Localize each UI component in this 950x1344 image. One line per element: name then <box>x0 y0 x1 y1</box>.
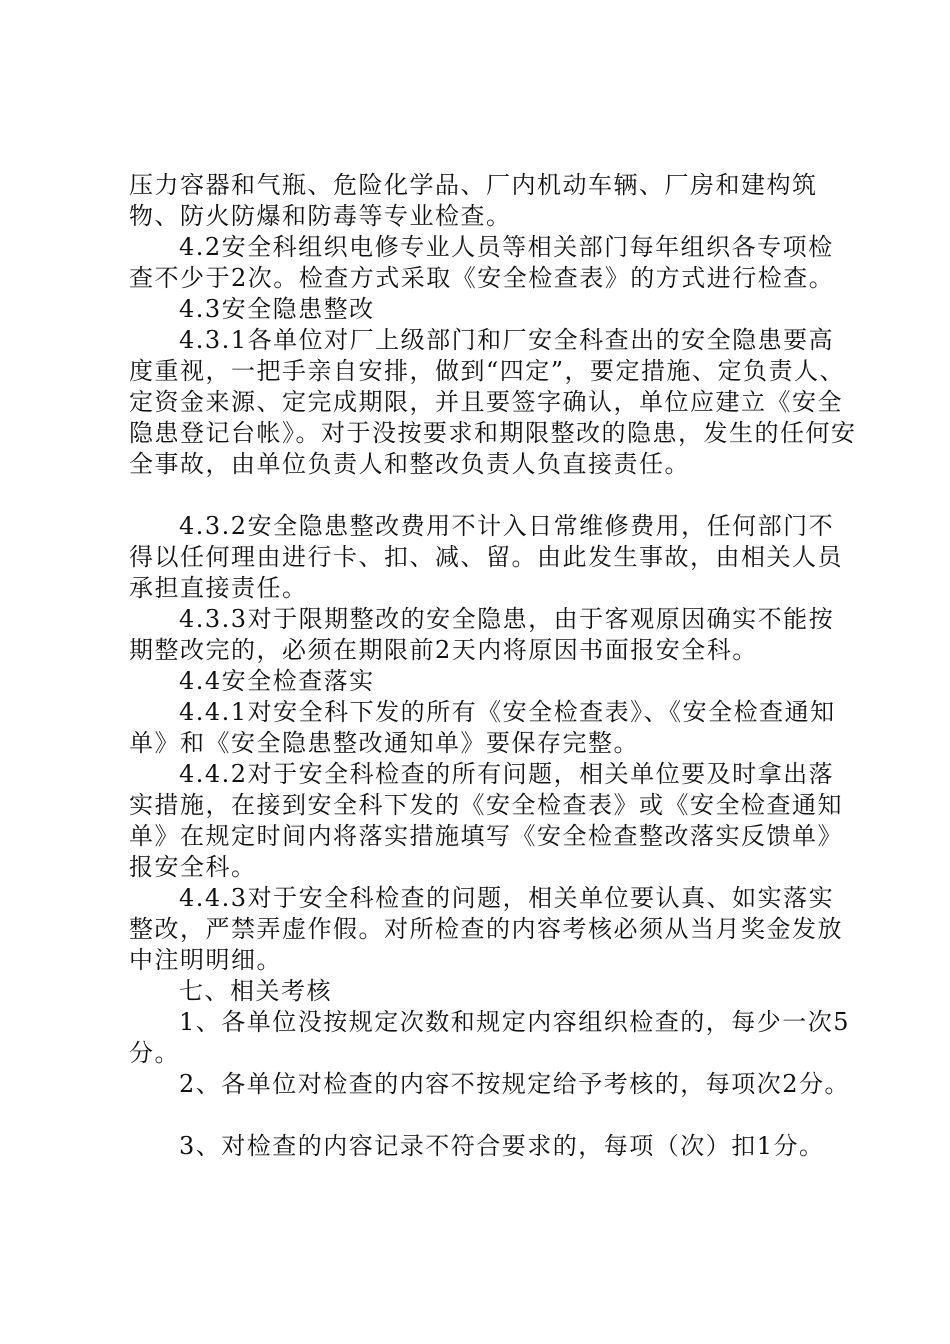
paragraph-continuation: 压力容器和气瓶、危险化学品、厂内机动车辆、厂房和建构筑物、防火防爆和防毒等专业检查。 <box>129 171 818 230</box>
paragraph-4-4-1: 4.4.1对安全科下发的所有《安全检查表》、《安全检查通知单》和《安全隐患整改通知单》要保存完整。 <box>129 698 836 757</box>
paragraph-4-3-3: 4.3.3对于限期整改的安全隐患，由于客观原因确实不能按期整改完的，必须在期限前2天内将原因书面报安全科。 <box>129 605 835 664</box>
assessment-item-2: 2、各单位对检查的内容不按规定给予考核的，每项次2分。 <box>179 1070 851 1098</box>
assessment-item-3: 3、对检查的内容记录不符合要求的，每项（次）扣1分。 <box>179 1132 825 1160</box>
assessment-item-1: 1、各单位没按规定次数和规定内容组织检查的，每少一次5分。 <box>129 1008 851 1067</box>
paragraph-4-3-1: 4.3.1各单位对厂上级部门和厂安全科查出的安全隐患要高度重视，一把手亲自安排，做到“四定”，要定措施、定负责人、定资金来源、定完成期限，并且要签字确认，单位应建立《安全隐患登记台帐》。对于没按要求和期限整改的隐患，发生的任何安全事故，由单位负责人和整改负责人负直接责任。 <box>129 326 857 478</box>
paragraph-4-4-3: 4.4.3对于安全科检查的问题，相关单位要认真、如实落实整改，严禁弄虚作假。对所检查的内容考核必须从当月奖金发放中注明明细。 <box>129 884 843 974</box>
paragraph-4-4-2: 4.4.2对于安全科检查的所有问题，相关单位要及时拿出落实措施，在接到安全科下发的《安全检查表》或《安全检查通知单》在规定时间内将落实措施填写《安全检查整改落实反馈单》报安全科。 <box>129 760 843 881</box>
heading-section-7: 七、相关考核 <box>179 977 332 1005</box>
paragraph-4-2: 4.2安全科组织电修专业人员等相关部门每年组织各专项检查不少于2次。检查方式采取《安全检查表》的方式进行检查。 <box>129 233 835 292</box>
heading-4-4: 4.4安全检查落实 <box>179 667 375 695</box>
paragraph-gap <box>129 1100 859 1131</box>
heading-4-3: 4.3安全隐患整改 <box>179 295 375 323</box>
document-body <box>129 170 859 1162</box>
paragraph-4-3-2: 4.3.2安全隐患整改费用不计入日常维修费用，任何部门不得以任何理由进行卡、扣、减、留。由此发生事故，由相关人员承担直接责任。 <box>129 512 843 602</box>
paragraph-gap <box>129 480 859 511</box>
